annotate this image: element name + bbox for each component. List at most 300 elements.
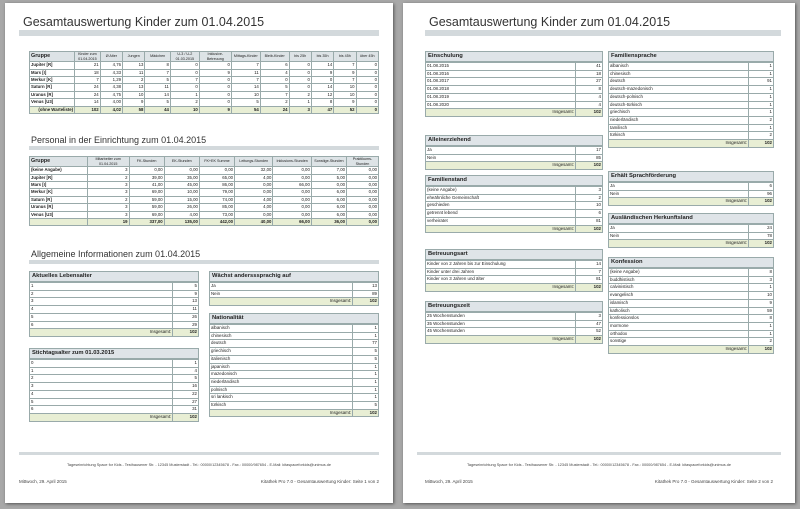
cell-value: 11 (123, 69, 145, 76)
cell-value: 0 (170, 84, 199, 91)
cell-value: 7,00 (311, 167, 346, 174)
row-label: getrennt lebend (426, 210, 576, 218)
table-row (426, 194, 603, 202)
column-header: bis 35h (311, 52, 333, 62)
cutoff-age-table-box (29, 348, 199, 422)
table-row (609, 116, 774, 124)
total-value: 44 (145, 106, 171, 113)
row-label: Jupiter [R] (30, 174, 88, 181)
total-label: Insgesamt: (426, 225, 576, 233)
cell-value: 0 (199, 62, 231, 69)
row-value: 13 (353, 283, 379, 291)
cell-value: 8 (311, 99, 333, 106)
row-value: 4 (575, 93, 602, 101)
row-value: 17 (575, 147, 602, 155)
row-label: (keine Angabe) (609, 269, 749, 277)
section-heading: Alleinerziehend (425, 135, 603, 146)
cell-value: 21 (75, 62, 101, 69)
row-label: Ja (426, 147, 576, 155)
total-value: 102 (748, 140, 773, 148)
cell-value: 0 (199, 77, 231, 84)
row-value: 47 (575, 320, 602, 328)
cell-value: 0,00 (129, 167, 164, 174)
cell-value: 10 (334, 91, 356, 98)
row-value: 9 (748, 299, 773, 307)
cell-value: 0,00 (347, 211, 379, 218)
cell-value: 41,00 (129, 182, 164, 189)
total-value: 19 (87, 219, 129, 226)
row-label: türkisch (609, 132, 749, 140)
total-row (30, 329, 199, 337)
total-value: 102 (173, 413, 199, 421)
language-support-table-box (608, 171, 774, 206)
row-value: 11 (173, 306, 199, 314)
footer-date: Mittwoch, 29. April 2015 (19, 479, 67, 484)
row-label: Uranus [R] (30, 91, 75, 98)
total-label: Insgesamt: (426, 284, 576, 292)
footer-address: Tageseinrichtung Space for Kids - Testhausener Str. - 12345 Musterstadt - Tel.: 00000/12345678 - Fax.: 00000/987654 - E-Mail: kitaspaceforkids@unimus.de (67, 463, 331, 467)
total-row (30, 106, 379, 113)
cell-value: 9 (334, 99, 356, 106)
cell-value: 7 (75, 77, 101, 84)
table-row (30, 398, 199, 406)
column-header: EK-Stunden (164, 157, 199, 167)
cell-value: 0,00 (235, 182, 273, 189)
cell-value: 7 (145, 69, 171, 76)
table-row (426, 313, 603, 321)
table-row (30, 367, 199, 375)
total-value: 337,00 (129, 219, 164, 226)
row-value: 77 (353, 340, 379, 348)
cell-value: 0 (199, 99, 231, 106)
cell-value: 0,00 (199, 167, 234, 174)
table-row (426, 147, 603, 155)
row-label: deutsch-polnisch (609, 93, 749, 101)
table-row (426, 268, 603, 276)
table-row (609, 93, 774, 101)
total-row (210, 298, 379, 306)
footer-page-number: Kitathek Pro 7.0 - Gesamtauswertung Kinder: Seite 1 von 2 (260, 479, 379, 484)
total-value: 4,02 (100, 106, 122, 113)
total-value: 102 (575, 109, 602, 117)
cell-value: 59,00 (129, 204, 164, 211)
table-row (609, 132, 774, 140)
table-row (30, 99, 379, 106)
cell-value: 32,00 (235, 167, 273, 174)
cell-value: 73,00 (199, 211, 234, 218)
table-row (426, 202, 603, 210)
cell-value: 3 (87, 167, 129, 174)
cell-value: 0,00 (273, 189, 311, 196)
table-row (210, 363, 379, 371)
table-row (30, 390, 199, 398)
table-row (30, 290, 199, 298)
total-value: 102 (575, 162, 602, 170)
data-table (425, 186, 603, 233)
row-label: 3 (30, 298, 173, 306)
row-label: Merkur [K] (30, 189, 88, 196)
row-label: Kinder von 3 Jahren und älter (426, 276, 576, 284)
section-heading: Einschulung (425, 51, 603, 62)
cell-value: 0 (289, 62, 311, 69)
table-row (609, 101, 774, 109)
page-title: Gesamtauswertung Kinder zum 01.04.2015 (425, 15, 781, 36)
row-value: 24 (748, 225, 773, 233)
section-heading: Wächst andersssprachig auf (209, 271, 379, 282)
cell-value: 0 (356, 77, 378, 84)
section-heading: Aktuelles Lebensalter (29, 271, 199, 282)
total-row (426, 162, 603, 170)
column-header: Mittags-Kinder (231, 52, 260, 62)
data-table (425, 260, 603, 292)
cell-value: 85,00 (199, 204, 234, 211)
cell-value: 5 (260, 84, 289, 91)
row-label: Venus [U3] (30, 99, 75, 106)
data-table (425, 312, 603, 344)
total-label: Insgesamt: (609, 140, 749, 148)
row-value: 7 (575, 268, 602, 276)
row-label: italienisch (210, 355, 353, 363)
row-value: 10 (748, 292, 773, 300)
cell-value: 3 (87, 204, 129, 211)
footer-address: Tageseinrichtung Space for Kids - Testhausener Str. - 12345 Musterstadt - Tel.: 00000/12345678 - Fax.: 00000/987654 - E-Mail: kitaspaceforkids@unimus.de (467, 463, 731, 467)
table-row (609, 78, 774, 86)
table-row (30, 298, 199, 306)
total-value: 102 (575, 284, 602, 292)
row-label: Mars [I] (30, 69, 75, 76)
total-label: Insgesamt: (426, 109, 576, 117)
row-label: islamisch (609, 299, 749, 307)
cell-value: 69,00 (129, 211, 164, 218)
table-row (30, 189, 379, 196)
total-value: 58 (123, 106, 145, 113)
family-status-table-box (425, 175, 603, 233)
total-value: 3 (289, 106, 311, 113)
row-value: 4 (575, 101, 602, 109)
column-header: Inklusions-Stunden (273, 157, 311, 167)
data-table (608, 62, 774, 148)
total-value: 66,00 (273, 219, 311, 226)
row-value: 31 (173, 406, 199, 414)
row-value: 27 (173, 398, 199, 406)
column-header: Leitungs-Stunden (235, 157, 273, 167)
total-value: 442,00 (199, 219, 234, 226)
row-value: 16 (173, 383, 199, 391)
row-value: 1 (353, 332, 379, 340)
section-heading: Ausländischen Herkunftsland (608, 213, 774, 224)
cell-value: 13 (123, 84, 145, 91)
row-value: 1 (353, 378, 379, 386)
table-row (30, 375, 199, 383)
cell-value: 5 (231, 99, 260, 106)
total-label: (ohne Warteliste) (30, 106, 75, 113)
page-title: Gesamtauswertung Kinder zum 01.04.2015 (19, 15, 379, 36)
cell-value: 4,00 (164, 211, 199, 218)
row-value: 8 (748, 269, 773, 277)
cell-value: 0,00 (347, 189, 379, 196)
cell-value: 0,00 (235, 211, 273, 218)
row-label: 01.08.2020 (426, 101, 576, 109)
cell-value: 1 (289, 99, 311, 106)
cell-value: 14 (75, 99, 101, 106)
table-row (609, 338, 774, 346)
cell-value: 0,00 (347, 174, 379, 181)
row-value: 14 (575, 261, 602, 269)
family-language-table-box (608, 51, 774, 148)
total-value: 102 (353, 409, 379, 417)
total-value: 102 (353, 298, 379, 306)
table-row (30, 77, 379, 84)
column-header: bis 25h (289, 52, 311, 62)
total-value: 0,00 (347, 219, 379, 226)
row-label: Ja (609, 225, 749, 233)
column-header: bis 45h (334, 52, 356, 62)
total-value: 9 (199, 106, 231, 113)
row-value: 1 (748, 322, 773, 330)
column-header: Kinder zum 01.04.2015 (75, 52, 101, 62)
total-value: 10 (170, 106, 199, 113)
row-label: mormone (609, 322, 749, 330)
row-value: 1 (748, 70, 773, 78)
data-table (608, 182, 774, 206)
groups-table (29, 51, 379, 114)
cell-value: 6,00 (311, 204, 346, 211)
table-row (210, 378, 379, 386)
cell-value: 13 (123, 62, 145, 69)
column-header: Jungen (123, 52, 145, 62)
row-label: 5 (30, 313, 173, 321)
table-row (30, 167, 379, 174)
cell-value: 7 (334, 77, 356, 84)
row-label: Saturn [R] (30, 196, 88, 203)
column-header: U-3 / U-2 01.03.2015 (170, 52, 199, 62)
cell-value: 4,76 (100, 62, 122, 69)
row-label: niederländisch (609, 116, 749, 124)
cell-value: 8 (145, 62, 171, 69)
row-label: deutsch (609, 78, 749, 86)
row-value: 1 (353, 363, 379, 371)
row-value: 1 (173, 360, 199, 368)
row-label: calvinistisch (609, 284, 749, 292)
row-value: 1 (748, 93, 773, 101)
row-label: mazedonisch (210, 371, 353, 379)
cell-value: 0,00 (347, 167, 379, 174)
cell-value: 9 (199, 69, 231, 76)
row-label: evangelisch (609, 292, 749, 300)
row-label: 4 (30, 390, 173, 398)
row-label: geschieden (426, 202, 576, 210)
cell-value: 1 (170, 91, 199, 98)
row-label: 01.08.2019 (426, 93, 576, 101)
row-label: griechisch (609, 109, 749, 117)
data-table (425, 62, 603, 117)
footer-page-number: Kitathek Pro 7.0 - Gesamtauswertung Kinder: Seite 2 von 2 (654, 479, 773, 484)
row-label: albanisch (609, 63, 749, 71)
row-label: 4 (30, 306, 173, 314)
cell-value: 0 (356, 84, 378, 91)
row-value: 1 (353, 394, 379, 402)
cell-value: 14 (231, 84, 260, 91)
table-row (609, 109, 774, 117)
column-header: Gruppe (30, 157, 88, 167)
row-label: Merkur [K] (30, 77, 75, 84)
total-value: 102 (75, 106, 101, 113)
row-label: 3 (30, 383, 173, 391)
age-table-box (29, 271, 199, 337)
row-value: 1 (748, 284, 773, 292)
table-row (30, 211, 379, 218)
report-page-2 (403, 3, 795, 503)
row-label: katholisch (609, 307, 749, 315)
cell-value: 12 (311, 91, 333, 98)
total-value: 52 (334, 106, 356, 113)
row-value: 59 (748, 307, 773, 315)
row-label: 0 (30, 360, 173, 368)
row-label: 2 (30, 375, 173, 383)
data-table (608, 224, 774, 248)
cell-value: 24 (75, 84, 101, 91)
row-label: 01.08.2016 (426, 70, 576, 78)
cell-value: 4,00 (100, 99, 122, 106)
cell-value: 2 (170, 99, 199, 106)
cell-value: 0 (170, 69, 199, 76)
row-label: japanisch (210, 363, 353, 371)
cell-value: 3 (87, 182, 129, 189)
cell-value: 0 (356, 62, 378, 69)
section-heading: Konfession (608, 257, 774, 268)
row-label: deutsch (210, 340, 353, 348)
cell-value: 0,00 (347, 204, 379, 211)
table-row (210, 386, 379, 394)
row-value: 10 (575, 202, 602, 210)
cell-value: 7 (170, 77, 199, 84)
foreign-origin-table-box (608, 213, 774, 248)
row-value: 1 (353, 371, 379, 379)
table-row (609, 284, 774, 292)
table-row (426, 261, 603, 269)
cell-value: 0 (289, 77, 311, 84)
religion-table-box (608, 257, 774, 354)
row-label: 25 Wochenstunden (426, 313, 576, 321)
cell-value: 0,00 (273, 174, 311, 181)
total-value: 54 (231, 106, 260, 113)
table-row (210, 283, 379, 291)
table-row (30, 406, 199, 414)
table-row (210, 348, 379, 356)
cell-value: 35,00 (164, 174, 199, 181)
row-value: 4 (173, 367, 199, 375)
row-value: 8 (575, 86, 602, 94)
row-value: 5 (173, 375, 199, 383)
table-row (30, 91, 379, 98)
section-heading: Familiensprache (608, 51, 774, 62)
table-row (30, 182, 379, 189)
cell-value: 3 (87, 189, 129, 196)
row-label: chinesisch (210, 332, 353, 340)
table-row (609, 330, 774, 338)
total-row (30, 219, 379, 226)
cell-value: 6 (260, 62, 289, 69)
care-time-table-box (425, 301, 603, 344)
cell-value: 9 (123, 99, 145, 106)
section-heading: Erhält Sprachförderung (608, 171, 774, 182)
table-row (210, 340, 379, 348)
table-row (30, 360, 199, 368)
cell-value: 86,00 (199, 182, 234, 189)
row-value: 5 (353, 402, 379, 410)
cell-value: 26,00 (164, 204, 199, 211)
row-label: deutsch-mazedonisch (609, 86, 749, 94)
total-row (426, 109, 603, 117)
total-row (426, 225, 603, 233)
row-label: 1 (30, 283, 173, 291)
row-value: 52 (575, 328, 602, 336)
section-heading: Nationalität (209, 313, 379, 324)
cell-value: 0 (199, 91, 231, 98)
data-table (425, 146, 603, 170)
general-section-title: Allgemeine Informationen zum 01.04.2015 (29, 249, 379, 264)
cell-value: 1,29 (100, 77, 122, 84)
total-row (609, 346, 774, 354)
data-table (608, 268, 774, 354)
total-value: 24 (260, 106, 289, 113)
cell-value: 15,00 (164, 196, 199, 203)
table-row (30, 174, 379, 181)
single-parent-table-box (425, 135, 603, 170)
table-row (30, 69, 379, 76)
row-value: 1 (748, 101, 773, 109)
total-value: 102 (748, 198, 773, 206)
cell-value: 0,00 (347, 196, 379, 203)
table-row (426, 70, 603, 78)
row-value: 29 (173, 321, 199, 329)
row-value: 1 (748, 124, 773, 132)
row-value: 1 (748, 109, 773, 117)
cell-value: 14 (311, 84, 333, 91)
cell-value: 5 (145, 99, 171, 106)
cell-value: 2 (87, 196, 129, 203)
table-row (426, 78, 603, 86)
table-row (426, 217, 603, 225)
table-row (210, 332, 379, 340)
total-row (426, 336, 603, 344)
cell-value: 79,00 (199, 189, 234, 196)
row-label: Kinder von 2 Jahren bis zur Einschulung (426, 261, 576, 269)
row-label: Saturn [R] (30, 84, 75, 91)
table-row (30, 383, 199, 391)
table-row (609, 70, 774, 78)
cell-value: 14 (145, 91, 171, 98)
row-value: 78 (748, 232, 773, 240)
row-label: 5 (30, 398, 173, 406)
row-label: sri lankisch (210, 394, 353, 402)
table-row (609, 232, 774, 240)
row-value: 41 (575, 63, 602, 71)
table-row (609, 124, 774, 132)
total-value: 47 (311, 106, 333, 113)
table-row (426, 86, 603, 94)
total-value: 102 (575, 336, 602, 344)
footer-divider (417, 452, 781, 455)
column-header: Inklusive-Betreuung (199, 52, 231, 62)
row-value: 1 (353, 325, 379, 333)
row-label: Venus [U3] (30, 211, 88, 218)
total-label: Insgesamt: (30, 329, 173, 337)
row-label: verheiratet (426, 217, 576, 225)
row-label: türkisch (210, 402, 353, 410)
table-row (609, 276, 774, 284)
total-row (210, 409, 379, 417)
